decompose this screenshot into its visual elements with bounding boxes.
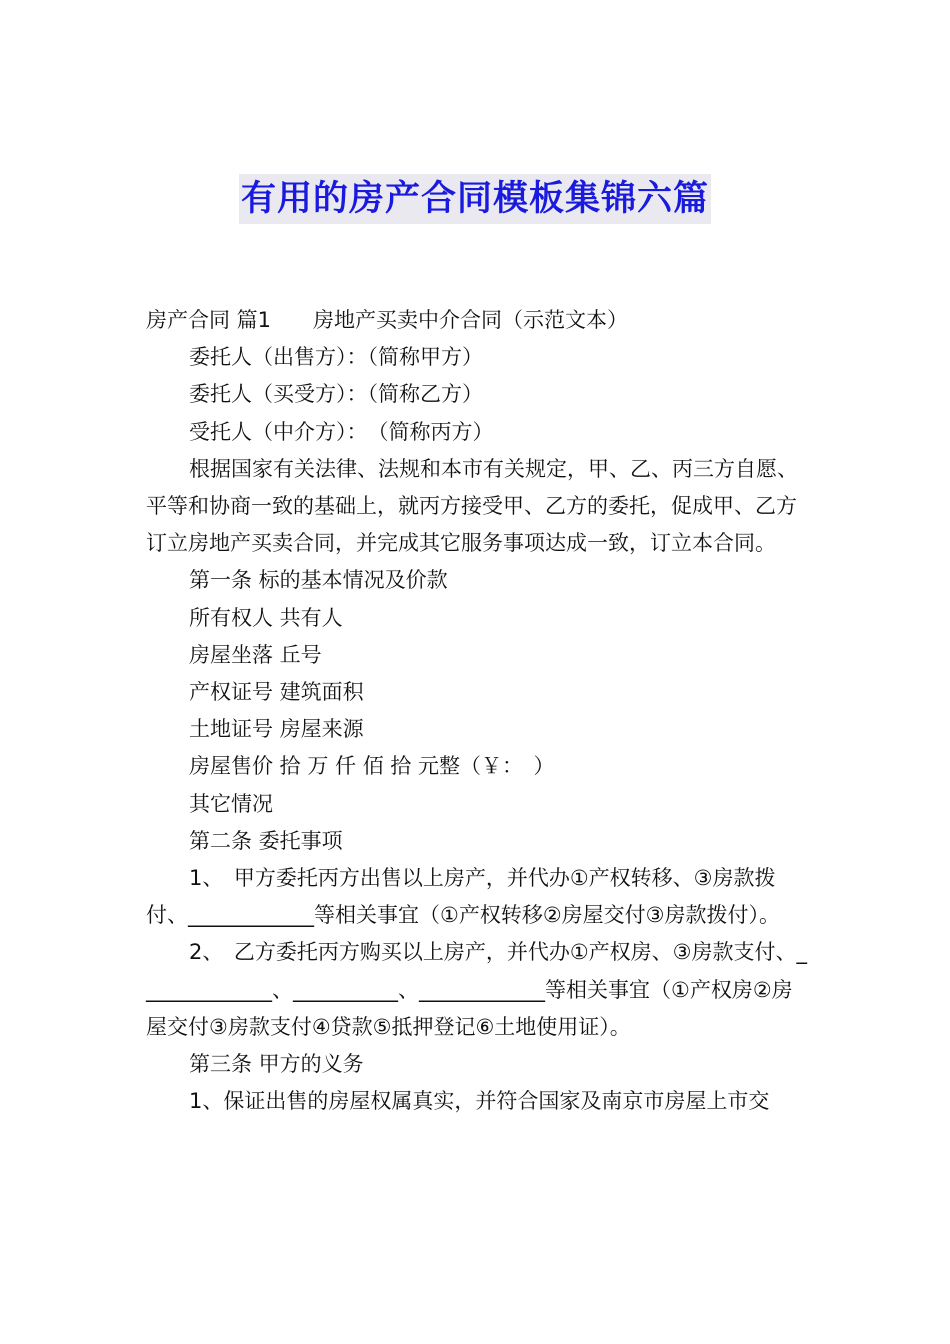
paragraph: 受托人（中介方）： （简称丙方） (189, 419, 494, 444)
paragraph: 第二条 委托事项 (189, 828, 343, 853)
paragraph: 房产合同 篇1 房地产买卖中介合同（示范文本） (146, 308, 629, 332)
paragraph: 委托人（出售方）：（简称甲方） (189, 345, 483, 370)
paragraph: 第一条 标的基本情况及价款 (189, 568, 448, 593)
document-title: 有用的房产合同模板集锦六篇 (239, 174, 711, 224)
paragraph: 2、 乙方委托丙方购买以上房产，并代办①产权房、③房款支付、_____________、__________、____________等相关事宜（①产权房②房屋交付③房款支付④贷款⑤抵押登记⑥土地使用证）。 (146, 940, 808, 1039)
paragraph: 其它情况 (189, 791, 273, 816)
paragraph: 第三条 甲方的义务 (189, 1052, 364, 1077)
paragraph: 1、保证出售的房屋权属真实，并符合国家及南京市房屋上市交 (189, 1089, 770, 1114)
paragraph: 委托人（买受方）：（简称乙方） (189, 382, 483, 407)
document-body (146, 302, 810, 1120)
paragraph: 1、 甲方委托丙方出售以上房产，并代办①产权转移、③房款拨付、____________等相关事宜（①产权转移②房屋交付③房款拨付）。 (146, 866, 780, 928)
title-container (0, 174, 950, 224)
paragraph: 土地证号 房屋来源 (189, 717, 364, 742)
paragraph: 产权证号 建筑面积 (189, 680, 364, 705)
paragraph: 所有权人 共有人 (189, 605, 343, 630)
paragraph: 房屋售价 拾 万 仟 佰 拾 元整（￥： ） (189, 754, 555, 779)
paragraph: 房屋坐落 丘号 (189, 642, 322, 667)
paragraph: 根据国家有关法律、法规和本市有关规定，甲、乙、丙三方自愿、平等和协商一致的基础上，就丙方接受甲、乙方的委托，促成甲、乙方订立房地产买卖合同，并完成其它服务事项达成一致，订立本合同。 (146, 456, 798, 556)
